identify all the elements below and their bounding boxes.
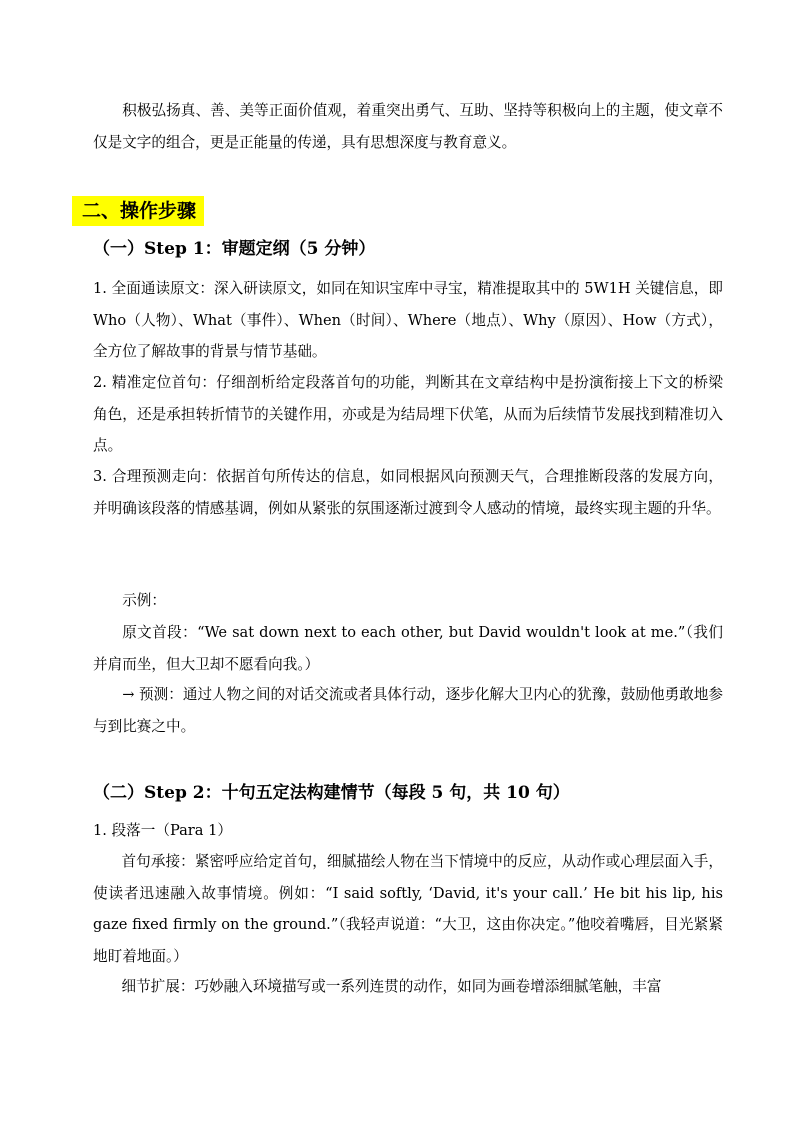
step1-item-1: 1. 全面通读原文：深入研读原文，如同在知识宝库中寻宝，精准提取其中的 5W1H 关键信息，即 Who（人物）、What（事件）、When（时间）、Where（地点）、Why（原因）、How（方式），全方位了解故事的背景与情节基础。	[93, 280, 723, 360]
para1-detail: 细节扩展：巧妙融入环境描写或一系列连贯的动作，如同为画卷增添细腻笔触，丰富	[121, 978, 662, 995]
intro-paragraph: 积极弘扬真、善、美等正面价值观，着重突出勇气、互助、坚持等积极向上的主题，使文章不仅是文字的组合，更是正能量的传递，具有思想深度与教育意义。	[93, 102, 723, 151]
step1-item-2: 2. 精准定位首句：仔细剖析给定段落首句的功能，判断其在文章结构中是扮演衔接上下文的桥梁角色，还是承担转折情节的关键作用，亦或是为结局埋下伏笔，从而为后续情节发展找到精准切入点。	[93, 374, 723, 454]
section-heading-operation-steps: 二、操作步骤	[72, 196, 204, 226]
example-prediction: → 预测：通过人物之间的对话交流或者具体行动，逐步化解大卫内心的犹豫，鼓励他勇敢地参与到比赛之中。	[93, 686, 723, 735]
para1-opening: 首句承接：紧密呼应给定首句，细腻描绘人物在当下情境中的反应，从动作或心理层面入手，使读者迅速融入故事情境。例如：“I said softly, ‘David, it's your call.’ He bit his lip, his gaze fixed firmly on the ground.”（我轻声说道：“大卫，这由你决定。”他咬着嘴唇，目光紧紧地盯着地面。）	[93, 853, 723, 965]
step1-heading: （一）Step 1：审题定纲（5 分钟）	[93, 239, 376, 259]
step2-heading: （二）Step 2：十句五定法构建情节（每段 5 句，共 10 句）	[93, 783, 570, 803]
step1-item-3: 3. 合理预测走向：依据首句所传达的信息，如同根据风向预测天气，合理推断段落的发展方向，并明确该段落的情感基调，例如从紧张的氛围逐渐过渡到令人感动的情境，最终实现主题的升华。	[93, 468, 723, 517]
para1-label: 1. 段落一（Para 1）	[93, 822, 232, 839]
example-label: 示例：	[122, 592, 166, 609]
example-original: 原文首段：“We sat down next to each other, but David wouldn't look at me.”（我们并肩而坐，但大卫却不愿看向我。）	[93, 624, 723, 673]
